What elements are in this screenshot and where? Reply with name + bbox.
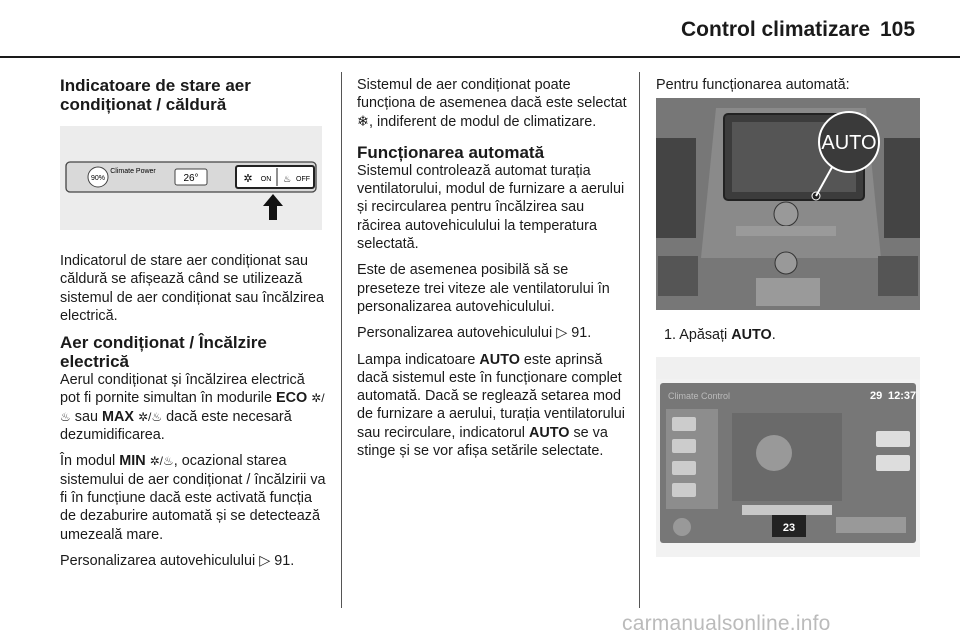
- paragraph: [60, 452, 326, 543]
- text: dacă este necesară dezumidificarea.: [60, 408, 292, 444]
- auto-label: AUTO: [528, 424, 570, 441]
- paragraph: Este de asemenea posibilă să se preseteze trei viteze ale ventilatorului în personalizarea autovehiculului.: [357, 262, 610, 315]
- header-rule: [0, 56, 960, 58]
- paragraph: Pentru funcționarea automată:: [656, 77, 850, 93]
- screen-title: Climate Control: [668, 390, 731, 401]
- text: Lampa indicatoare: [357, 351, 480, 368]
- climate-screen: [656, 357, 920, 557]
- text: se va stinge și se vor afișa setările selectate.: [357, 424, 608, 460]
- auto-label: AUTO: [479, 351, 520, 368]
- text: În modul: [60, 453, 120, 470]
- ac-status-figure: [60, 126, 322, 230]
- mode-eco: ECO: [275, 390, 308, 407]
- sun-icon: ✲: [243, 173, 253, 185]
- text: Aerul condiționat și încălzirea electrică pot fi pornite simultan în modurile: [60, 372, 305, 407]
- section-heading: Aer condiționat / Încălzire electrică: [60, 333, 267, 372]
- control-panel-illustration: [60, 126, 322, 230]
- ac-heat-icon: ✲/♨: [137, 409, 163, 424]
- paragraph: Indicatorul de stare aer condiționat sau căldură se afișează când se utilizează sistemul de aer condiționat sau încălzirea electrică.: [60, 253, 324, 324]
- column-3: [656, 76, 922, 557]
- pct-label: 90%: [90, 175, 106, 182]
- climate-screen-illustration: [656, 357, 920, 557]
- text: Apăsați: [679, 327, 732, 344]
- section-heading: Indicatoare de stare aer condiționat / căldură: [60, 76, 251, 114]
- screen-temp-set: 23: [782, 521, 796, 534]
- step-number: 1.: [664, 327, 677, 344]
- page-number: 105: [880, 18, 916, 41]
- auto-label: AUTO: [731, 327, 772, 344]
- dashboard-illustration: [656, 98, 920, 310]
- paragraph: Sistemul de aer condiționat poate funcționa de asemenea dacă este selectat ❄, indiferent de modul de climatizare.: [357, 77, 627, 130]
- text: sau: [70, 408, 102, 425]
- screen-time: 12:37: [888, 389, 917, 402]
- text: , ocazional starea sistemului de aer condiționat / încălzirii va fi în funcțiune dacă este activată funcția de dezaburire automată și se detectează umezeală mare.: [60, 453, 326, 543]
- on-label: ON: [260, 176, 272, 183]
- mode-min: MIN: [119, 453, 146, 470]
- column-divider: [341, 72, 342, 608]
- text: .: [771, 327, 776, 344]
- arrow-icon: [263, 194, 283, 220]
- ac-heat-icon: ✲/♨: [60, 391, 325, 424]
- climate-power-label: Climate Power: [110, 168, 156, 175]
- column-2: [357, 76, 627, 460]
- page-title: Control climatizare: [681, 18, 871, 41]
- dashboard-photo: [656, 98, 920, 310]
- auto-callout: AUTO: [821, 132, 877, 155]
- off-label: OFF: [296, 176, 310, 183]
- step-1: [656, 326, 922, 344]
- paragraph: [357, 351, 627, 461]
- cross-reference: Personalizarea autovehiculului ▷ 91.: [60, 552, 295, 569]
- ac-heat-icon: ✲/♨: [149, 454, 174, 469]
- paragraph: Sistemul controlează automat turația ventilatorului, modul de furnizare a aerului și recircularea pentru încălzirea sau răcirea autovehiculului la temperatura selectată.: [357, 162, 625, 253]
- column-1: [60, 76, 326, 570]
- text: este aprinsă dacă sistemul este în funcționare complet automată. Dacă se reglează setarea mod de furnizare a aerului, turația ventilatorului sau recirculare, indicatorul: [357, 351, 625, 441]
- footer-watermark: carmanualsonline.info: [622, 612, 831, 635]
- temp-label: 26°: [183, 173, 199, 184]
- column-divider: [639, 72, 640, 608]
- mode-max: MAX: [101, 408, 134, 425]
- cross-reference: Personalizarea autovehiculului ▷ 91.: [357, 325, 592, 342]
- screen-temp-top: 29: [870, 389, 883, 402]
- section-heading: Funcționarea automată: [357, 142, 545, 162]
- heat-icon: ♨: [282, 174, 292, 184]
- paragraph: [60, 371, 326, 444]
